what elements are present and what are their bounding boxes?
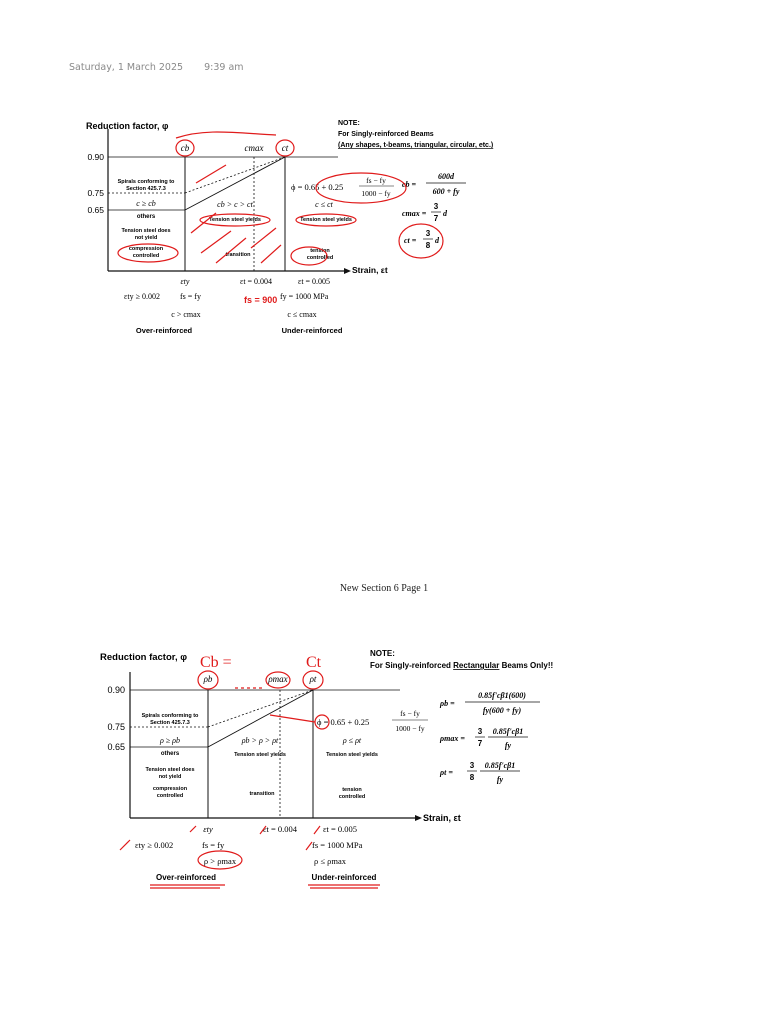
ct-var: d — [435, 236, 439, 245]
page-header — [69, 62, 244, 73]
mid-yield: Tension steel yields — [234, 752, 286, 758]
page-footer: New Section 6 Page 1 — [339, 583, 429, 594]
compression-line2: controlled — [156, 793, 184, 799]
phi-num: fs − fy — [366, 176, 386, 185]
transition-label: transition — [225, 252, 251, 258]
mid-condition: cb > c > ct — [217, 200, 253, 209]
tension-line2: controlled — [338, 794, 366, 800]
handwritten-ct: Ct — [306, 654, 322, 671]
cmax-var: d — [443, 209, 447, 218]
phi-lhs: ϕ = 0.65 + 0.25 — [317, 717, 370, 727]
no-yield-line2: not yield — [134, 235, 158, 241]
cb-num: 600d — [438, 172, 454, 181]
compression-line2: controlled — [132, 253, 160, 259]
tick-065: 0.65 — [107, 742, 125, 752]
rmax-num: 0.85f'cβ1 — [492, 727, 524, 736]
rb-num: 0.85f'cβ1(600) — [478, 691, 526, 700]
spiral-transition-line — [208, 690, 313, 727]
figure2-svg — [90, 640, 600, 895]
tick-065: 0.65 — [87, 205, 104, 215]
spirals-line2: Section 425.7.3 — [126, 186, 166, 192]
x-et5: εt = 0.005 — [297, 277, 331, 286]
right-condition: c ≤ ct — [315, 200, 333, 209]
compression-line1: compression — [128, 246, 164, 252]
rt-frac-num: 3 — [469, 761, 475, 770]
spirals-line1: Spirals conforming to — [117, 179, 175, 185]
cb-den: 600 + fy — [432, 187, 460, 196]
no-yield-line1: Tension steel does — [145, 767, 195, 773]
row2-b: ρ ≤ ρmax — [313, 856, 347, 866]
left-condition: c ≥ cb — [136, 199, 156, 208]
under-reinforced: Under-reinforced — [281, 326, 343, 335]
x-ety: εty — [180, 277, 190, 286]
spirals-line1: Spirals conforming to — [141, 713, 199, 719]
row1-c: fs = 1000 MPa — [312, 840, 363, 850]
x-axis-label: Strain, εt — [352, 265, 388, 275]
header-time: 9:39 am — [204, 62, 244, 73]
phi-den: 1000 − fy — [395, 724, 425, 733]
figure-rho-chart — [90, 640, 600, 895]
tension-line1: tension — [310, 248, 330, 254]
spiral-transition-line — [185, 157, 285, 193]
label-rb: ρb — [203, 674, 213, 684]
x-axis-arrow — [344, 268, 351, 274]
handwritten-cb: Cb = — [200, 654, 232, 671]
x-ety: εty — [203, 824, 213, 834]
row2-b: c ≤ cmax — [287, 310, 317, 319]
cmax-den: 7 — [433, 214, 439, 223]
x-et4: εt = 0.004 — [262, 824, 298, 834]
under-reinforced: Under-reinforced — [311, 873, 377, 882]
note-title: NOTE: — [338, 120, 360, 127]
tension-line2: controlled — [306, 255, 334, 261]
rmax-frac-den: 7 — [477, 739, 483, 748]
over-reinforced: Over-reinforced — [135, 326, 193, 335]
cb-lhs: cb = — [402, 180, 417, 189]
spirals-line2: Section 425.7.3 — [150, 720, 190, 726]
right-yield: Tension steel yields — [300, 217, 352, 223]
y-axis-label: Reduction factor, φ — [86, 121, 169, 131]
ct-lhs: ct = — [404, 236, 417, 245]
ct-den: 8 — [425, 241, 431, 250]
phi-den: 1000 − fy — [361, 189, 391, 198]
note-line: For Singly-reinforced Rectangular Beams Only!! — [370, 661, 554, 670]
mid-yield: Tension steel yields — [209, 217, 261, 223]
x-et4: εt = 0.004 — [239, 277, 273, 286]
row1-a: εty ≥ 0.002 — [124, 292, 160, 301]
figure1-svg — [76, 103, 526, 341]
others-label: others — [160, 751, 180, 757]
row1-c: fy = 1000 MPa — [280, 292, 329, 301]
tick-090: 0.90 — [107, 685, 125, 695]
note-line: For Singly-reinforced Beams — [338, 131, 434, 138]
cmax-lhs: cmax = — [402, 209, 427, 218]
header-date: Saturday, 1 March 2025 — [69, 62, 184, 73]
phi-lhs: ϕ = 0.65 + 0.25 — [291, 182, 344, 192]
label-rmax: ρmax — [268, 674, 288, 684]
row2-a: c > cmax — [171, 310, 201, 319]
tick-075: 0.75 — [107, 722, 125, 732]
rmax-frac-num: 3 — [477, 727, 483, 736]
handwritten-fs-note: fs = 900 — [244, 295, 278, 305]
row2-a: ρ > ρmax — [203, 856, 237, 866]
over-reinforced: Over-reinforced — [155, 873, 217, 882]
note-line2: (Any shapes, t-beams, triangular, circular, etc.) — [338, 142, 494, 149]
others-label: others — [136, 214, 156, 220]
x-axis-label: Strain, εt — [423, 813, 461, 823]
red-annotations — [118, 132, 443, 265]
compression-line1: compression — [152, 786, 188, 792]
row1-a: εty ≥ 0.002 — [135, 840, 174, 850]
rt-frac-den: 8 — [469, 773, 475, 782]
row1-b: fs = fy — [180, 292, 201, 301]
right-yield: Tension steel yields — [326, 752, 378, 758]
no-yield-line1: Tension steel does — [121, 228, 171, 234]
note-title: NOTE: — [370, 649, 395, 658]
no-yield-line2: not yield — [158, 774, 182, 780]
row1-b: fs = fy — [202, 840, 225, 850]
label-rt: ρt — [309, 674, 317, 684]
tension-line1: tension — [342, 787, 362, 793]
rmax-lhs: ρmax = — [440, 734, 465, 743]
rt-num: 0.85f'cβ1 — [484, 761, 516, 770]
tick-075: 0.75 — [87, 188, 104, 198]
right-condition: ρ ≤ ρt — [342, 736, 362, 745]
phi-num: fs − fy — [400, 709, 420, 718]
mid-condition: ρb > ρ > ρt — [241, 736, 279, 745]
rt-den: fy — [496, 775, 504, 784]
figure-cb-ct-chart — [76, 103, 526, 341]
cmax-num: 3 — [433, 202, 439, 211]
label-cmax: cmax — [244, 143, 264, 153]
label-cb: cb — [180, 143, 190, 153]
left-condition: ρ ≥ ρb — [159, 736, 181, 745]
rb-lhs: ρb = — [440, 699, 455, 708]
rmax-den: fy — [504, 741, 512, 750]
transition-label: transition — [249, 791, 275, 797]
y-axis-label: Reduction factor, φ — [100, 652, 188, 663]
rt-lhs: ρt = — [440, 768, 453, 777]
x-et5: εt = 0.005 — [322, 824, 358, 834]
tick-090: 0.90 — [87, 152, 104, 162]
rb-den: fy(600 + fy) — [482, 706, 522, 715]
x-axis-arrow — [415, 815, 422, 821]
label-ct: ct — [281, 143, 289, 153]
ct-num: 3 — [425, 229, 431, 238]
